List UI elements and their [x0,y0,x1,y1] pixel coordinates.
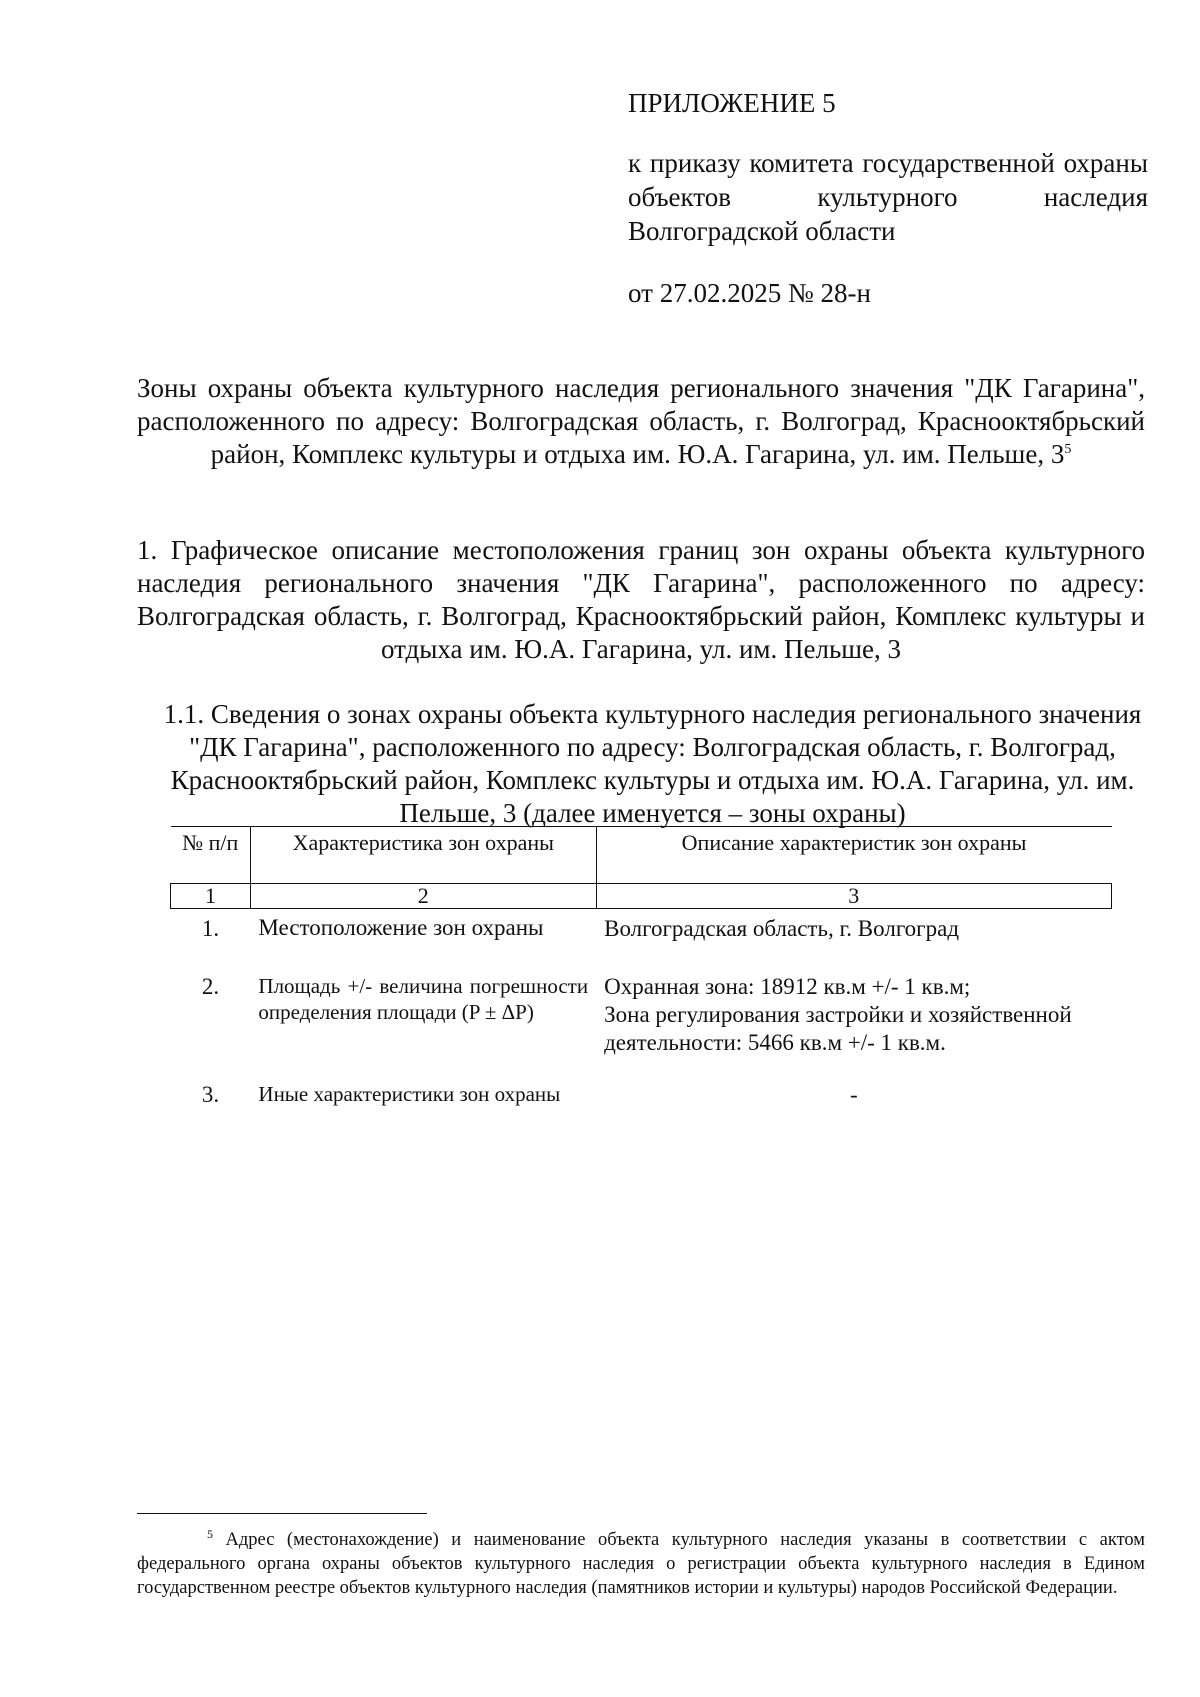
footnote-divider [137,1513,427,1514]
description-line: Охранная зона: 18912 кв.м +/- 1 кв.м; [604,974,971,999]
row-characteristic: Местоположение зон охраны [258,915,544,940]
row-number: 3. [201,1082,220,1107]
row-description [596,965,1111,1073]
description-line: Зона регулирования застройки и хозяйственной деятельности: 5466 кв.м +/- 1 кв.м. [604,1002,1072,1055]
header-characteristic: Характеристика зон охраны [250,827,596,884]
row-description [596,1073,1111,1141]
row-description [596,909,1111,966]
column-number: 3 [596,884,1111,909]
footnote-reference[interactable]: 5 [1064,442,1072,457]
description-line: Волгоградская область, г. Волгоград [604,916,960,941]
header-num: № п/п [171,827,251,884]
description-line: - [849,1082,858,1107]
appendix-title: ПРИЛОЖЕНИЕ 5 [628,88,836,118]
footnote-mark: 5 [207,1526,213,1541]
table-row [171,909,1112,966]
section-1-heading: 1. Графическое описание местоположения границ зон охраны объекта культурного наследия регионального значения "ДК Гагарина", расположенного по адресу: Волгоградская область, г. Волгоград, Краснооктябрьский район, Комплекс культуры и отдыха им. Ю.А. Гагарина, ул. им. Пельше, 3 [137,535,1145,664]
column-number-row [171,884,1112,909]
appendix-basis: к приказу комитета государственной охраны объектов культурного наследия Волгоградской области [628,148,1148,246]
footnote [137,1528,1145,1600]
appendix-date: от 27.02.2025 № 28-н [628,278,871,308]
row-number: 2. [201,974,220,999]
header-description: Описание характеристик зон охраны [596,827,1111,884]
row-characteristic: Площадь +/- величина погрешности определения площади (P ± ΔP) [258,974,589,1024]
document-title-text: Зоны охраны объекта культурного наследия регионального значения "ДК Гагарина", расположенного по адресу: Волгоградская область, г. Волгоград, Краснооктябрьский район, Комплекс культуры и отдыха им. Ю.А. Гагарина, ул. им. Пельше, 3 [137,373,1145,469]
document-title [137,372,1145,471]
row-number: 1. [201,916,220,941]
zones-table [170,826,1112,1141]
row-characteristic: Иные характеристики зон охраны [258,1082,561,1106]
table-header-row [171,827,1112,884]
section-1-1-heading: 1.1. Сведения о зонах охраны объекта культурного наследия регионального значения "ДК Гагарина", расположенного по адресу: Волгоградская область, г. Волгоград, Краснооктябрьский район, Комплекс культуры и отдыха им. Ю.А. Гагарина, ул. им. Пельше, 3 (далее именуется – зоны охраны) [163,699,1142,828]
footnote-text: Адрес (местонахождение) и наименование объекта культурного наследия указаны в соответствии с актом федерального органа охраны объектов культурного наследия о регистрации объекта культурного наследия в Едином государственном реестре объектов культурного наследия (памятников истории и культуры) народов Российской Федерации. [137,1530,1146,1598]
column-number: 2 [250,884,596,909]
appendix-block [628,86,1148,310]
column-number: 1 [171,884,251,909]
table-row [171,965,1112,1073]
table-row [171,1073,1112,1141]
